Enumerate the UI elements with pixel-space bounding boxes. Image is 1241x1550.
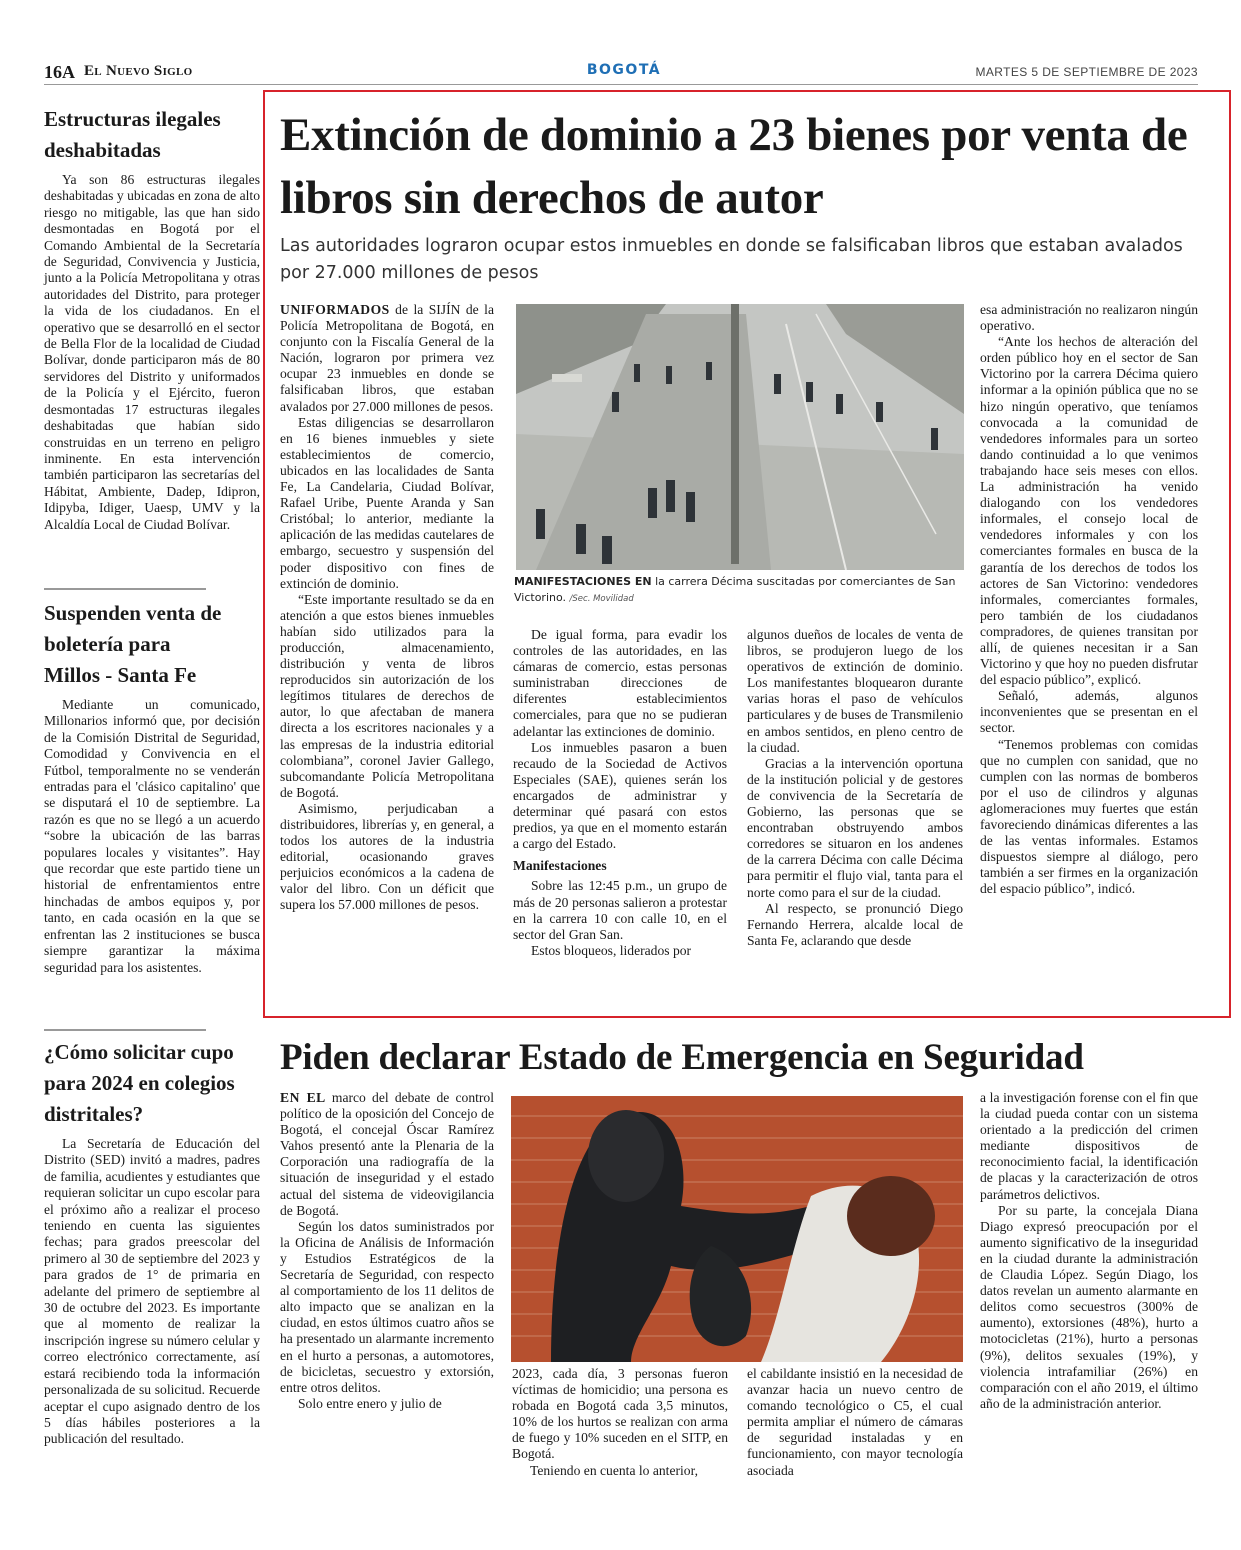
- article2-column-3: [747, 1366, 963, 1479]
- top-divider: [44, 84, 1198, 85]
- article1-column-4: [980, 302, 1198, 897]
- brief-title: ¿Cómo solicitar cupo para 2024 en colegios distritales?: [44, 1040, 235, 1126]
- brief-divider: [44, 1029, 206, 1031]
- article-paragraph: EN EL marco del debate de control político de la oposición del Concejo de Bogotá, el concejal Óscar Ramírez Vahos presentó ante la Plenaria de la Corporación una radiografía de la situación de inseguridad y el estado actual del sistema de videovigilancia de Bogotá.: [280, 1090, 494, 1218]
- brief-body: Ya son 86 estructuras ilegales deshabitadas y ubicadas en zona de alto riesgo no mitigable, las que han sido desmontadas en Bogotá por el Comando Ambiental de la Secretaría de Seguridad, Convivencia y Justicia, junto a la Policía Metropolitana y otras autoridades del Distrito, para proteger la vida de los ciudadanos. En el operativo que se desarrolló en el sector de Bella Flor de la localidad de Ciudad Bolívar, donde participaron más de 80 servidores del Distrito y uniformados de la Policía y el Ejército, fueron desmontadas 17 estructuras ilegales deshabitadas que habían sido construidas en un terreno en peligro inminente. En esta intervención también participaron las secretarías del Hábitat, Ambiente, Dadep, Idipron, Idipyba, Idiger, Uaesp, UMV y la Alcaldía Local de Ciudad Bolívar.: [44, 172, 260, 532]
- photo-caption: MANIFESTACIONES EN la carrera Décima suscitadas por comerciantes de San Victorino. /Sec. Movilidad: [514, 575, 956, 604]
- photo-credit: /Sec. Movilidad: [569, 594, 634, 604]
- article-paragraph: De igual forma, para evadir los controles de las autoridades, en las cámaras de comercio, estas personas suministraban direcciones de diferentes establecimientos comerciales, para que no se pudieran adelantar las extinciones de dominio.: [513, 627, 727, 739]
- article-paragraph: Asimismo, perjudicaban a distribuidores, librerías y, en general, a todos los autores de la industria editorial, ocasionando graves perjuicios económicos a la cadena de valor del libro. Con un déficit que supera los 57.000 millones de pesos.: [280, 800, 494, 913]
- article-paragraph: “Tenemos problemas con comidas que no cumplen con sanidad, que no cumplen con las normas de bomberos por el uso de cilindros y algunas aglomeraciones muy fuertes que están favoreciendo dinámicas diferentes a las de las ventas informales. Estamos dispuestos siempre al diálogo, pero también a ser firmes en la organización del espacio público”, indicó.: [980, 736, 1198, 897]
- brief-structures: [44, 104, 260, 533]
- article-paragraph: Sobre las 12:45 p.m., un grupo de más de 20 personas salieron a protestar en la carrera 10 con calle 10, en el sector del Gran San.: [513, 878, 727, 942]
- section-name: BOGOTÁ: [586, 62, 662, 78]
- protest-photo: [516, 304, 964, 570]
- article2-headline: Piden declarar Estado de Emergencia en Seguridad: [280, 1037, 1084, 1078]
- article-paragraph: a la investigación forense con el fin que la ciudad pueda contar con un sistema orientado a la predicción del crimen mediante dispositivos de reconocimiento facial, la identificación de placas y la caracterización de otros parámetros delictivos.: [980, 1090, 1198, 1202]
- article-paragraph: Señaló, además, algunos inconvenientes que se presentan en el sector.: [980, 688, 1198, 736]
- brief-title: Estructuras ilegales deshabitadas: [44, 107, 221, 162]
- article-paragraph: Estas diligencias se desarrollaron en 16 bienes inmuebles y siete establecimientos de comercio, ubicados en las localidades de Santa Fe, La Candelaria, Ciudad Bolívar, Rafael Uribe, Puente Aranda y San Cristóbal; lo anterior, mediante la aplicación de las medidas cautelares de embargo, secuestro y suspensión del poder dispositivo con fines de extinción de dominio.: [280, 414, 494, 591]
- robbery-photo: [511, 1096, 963, 1362]
- lead-word: UNIFORMADOS: [280, 302, 390, 317]
- article-paragraph: Gracias a la intervención oportuna de la institución policial y de gestores de convivencia de la Secretaría de Gobierno, las personas que se encontraban obstruyendo ambos corredores se situaron en los andenes de la carrera Décima con calle Décima para permitir el flujo vial, tanta para el norte como para el sur de la ciudad.: [747, 755, 963, 900]
- masthead: [44, 62, 1198, 84]
- article-paragraph: UNIFORMADOS de la SIJÍN de la Policía Metropolitana de Bogotá, en conjunto con la Fiscalía General de la Nación, lograron por primera vez ocupar 23 inmuebles en donde se falsificaban libros, que estaban avalados por 27.000 millones de pesos.: [280, 302, 494, 414]
- article-paragraph: 2023, cada día, 3 personas fueron víctimas de homicidio; una persona es robada en Bogotá cada 3,5 minutos, 10% de los hurtos se realizan con arma de fuego y 10% suceden en el SITP, en Bogotá.: [512, 1366, 728, 1462]
- article1-column-1: [280, 302, 494, 914]
- article-paragraph: Teniendo en cuenta lo anterior,: [530, 1462, 698, 1478]
- article-paragraph: Solo entre enero y julio de: [298, 1395, 442, 1411]
- article-paragraph: Al respecto, se pronunció Diego Fernando Herrera, alcalde local de Santa Fe, aclarando que desde: [747, 900, 963, 948]
- article-paragraph: Por su parte, la concejala Diana Diago expresó preocupación por el aumento significativo de la inseguridad en la ciudad durante la administración de Claudia López. Según Diago, los datos revelan un aumento alarmante en delitos como secuestros (300% de aumento), extorsiones (48%), hurto a motocicletas (21%), hurto a personas (9%), delitos sexuales (19%), y violencia intrafamiliar (26%) en comparación con el año 2019, el último año de la administración anterior.: [980, 1202, 1198, 1411]
- article-paragraph: “Este importante resultado se da en atención a que estos bienes inmuebles habían sido utilizados para la producción, almacenamiento, distribución y venta de libros reproducidos sin autorización de los legítimos titulares de derechos de autor, lo que afectaban de manera directa a los escritores nacionales y a las empresas de la industria editorial colombiana”, coronel Javier Gallego, subcomandante Policía Metropolitana de Bogotá.: [280, 591, 494, 800]
- lead-word: EN EL: [280, 1090, 326, 1105]
- article1-column-3: [747, 627, 963, 949]
- article2-column-1: [280, 1090, 494, 1412]
- robbery-scene-illustration: [511, 1096, 963, 1362]
- article1-headline: Extinción de dominio a 23 bienes por venta de libros sin derechos de autor: [280, 109, 1188, 224]
- page-number: 16A: [44, 62, 75, 82]
- article-paragraph: algunos dueños de locales de venta de libros, se produjeron luego de los operativos de extinción de dominio. Los manifestantes bloquearon durante varias horas el paso de vehículos particulares y de buses de Transmilenio en ambos sentidos, en pleno centro de la ciudad.: [747, 627, 963, 755]
- article-paragraph: el cabildante insistió en la necesidad de avanzar hacia un nuevo centro de comando tecnológico o C5, el cual permita ampliar el número de cámaras de seguridad instaladas y en funcionamiento, con mayor tecnología asociada: [747, 1366, 963, 1478]
- brief-divider: [44, 588, 206, 590]
- article-paragraph: “Ante los hechos de alteración del orden público hoy en el sector de San Victorino por la carrera Décima quiero informar a la opinión pública que no se hizo ningún operativo, que teníamos convocada a la comunidad de vendedores informales para un sorteo dando continuidad a lo que venimos trabajando hace seis meses con ellos. La administración ha venido dialogando con los vendedores informales, el consejo local de vendedores informales y con los comerciantes formales en busca de la garantía de los derechos de todos los actores de San Victorino: vendedores informales, comerciantes formales, pero también de los ciudadanos compradores, de quienes transitan por allí, de quienes necesitan ir a San Victorino y que hoy no pueden disfrutar del espacio público”, explicó.: [980, 334, 1198, 688]
- article-subhead: Manifestaciones: [513, 858, 607, 874]
- article1-deck: Las autoridades lograron ocupar estos inmuebles en donde se falsificaban libros que estaban avalados por 27.000 millones de pesos: [280, 236, 1183, 283]
- article-paragraph: Según los datos suministrados por la Oficina de Análisis de Información y Estudios Estratégicos de la Secretaría de Seguridad, con respecto al comportamiento de los 11 delitos de alto impacto que se analizan en la ciudad, en estos últimos cuatro años se ha presentado un alarmante incremento en el hurto a personas, a automotores, de bicicletas, secuestro y extorsión, entre otros delitos.: [280, 1218, 494, 1395]
- article2-column-4: [980, 1090, 1198, 1412]
- article1-column-2: [513, 627, 727, 959]
- article-paragraph: Los inmuebles pasaron a buen recaudo de la Sociedad de Activos Especiales (SAE), quienes serán los encargados de administrar y determinar qué pasará con estos predios, ya que en el momento estarán a cargo del Estado.: [513, 739, 727, 852]
- brief-school-enrollment: [44, 1037, 260, 1448]
- street-scene-illustration: [516, 304, 964, 570]
- newspaper-name: El Nuevo Siglo: [84, 63, 193, 79]
- brief-title: Suspenden venta de boletería para Millos - Santa Fe: [44, 601, 222, 687]
- issue-date: MARTES 5 DE SEPTIEMBRE DE 2023: [975, 65, 1198, 79]
- brief-body: Mediante un comunicado, Millonarios informó que, por decisión de la Comisión Distrital de Seguridad, Comodidad y Convivencia en el Fútbol, temporalmente no se venderán entradas para el 'clásico capitalino' que se disputará el 10 de septiembre. La razón es que no se llegó a un acuerdo “sobre la ubicación de las barras populares locales y visitantes”. Hay que recordar que este partido tiene un historial de enfrentamientos entre hinchadas de ambos equipos y, por tanto, en cada ocasión en la que se enfrentan las 2 instituciones se busca siempre garantizar la máxima seguridad para los asistentes.: [44, 697, 260, 975]
- article-paragraph: Estos bloqueos, liderados por: [531, 942, 692, 958]
- article2-column-2: [512, 1366, 728, 1479]
- brief-body: La Secretaría de Educación del Distrito (SED) invitó a madres, padres de familia, acudientes y estudiantes que requieran solicitar un cupo escolar para el próximo año a realizar el proceso teniendo en cuenta las siguientes fechas; para grados preescolar del primero al 30 de septiembre del 2023 y para grados de 1° de primaria en adelante del primero de septiembre al 30 de octubre del 2023. Es importante que al momento de realizar la inscripción ingrese su número celular y correo electrónico correctamente, así estará recibiendo toda la información personalizada de su solicitud. Recuerde aceptar el cupo asignado dentro de los 5 días hábiles posteriores a la publicación del resultado.: [44, 1136, 260, 1447]
- article-paragraph: esa administración no realizaron ningún operativo.: [980, 302, 1198, 334]
- brief-tickets: [44, 598, 260, 976]
